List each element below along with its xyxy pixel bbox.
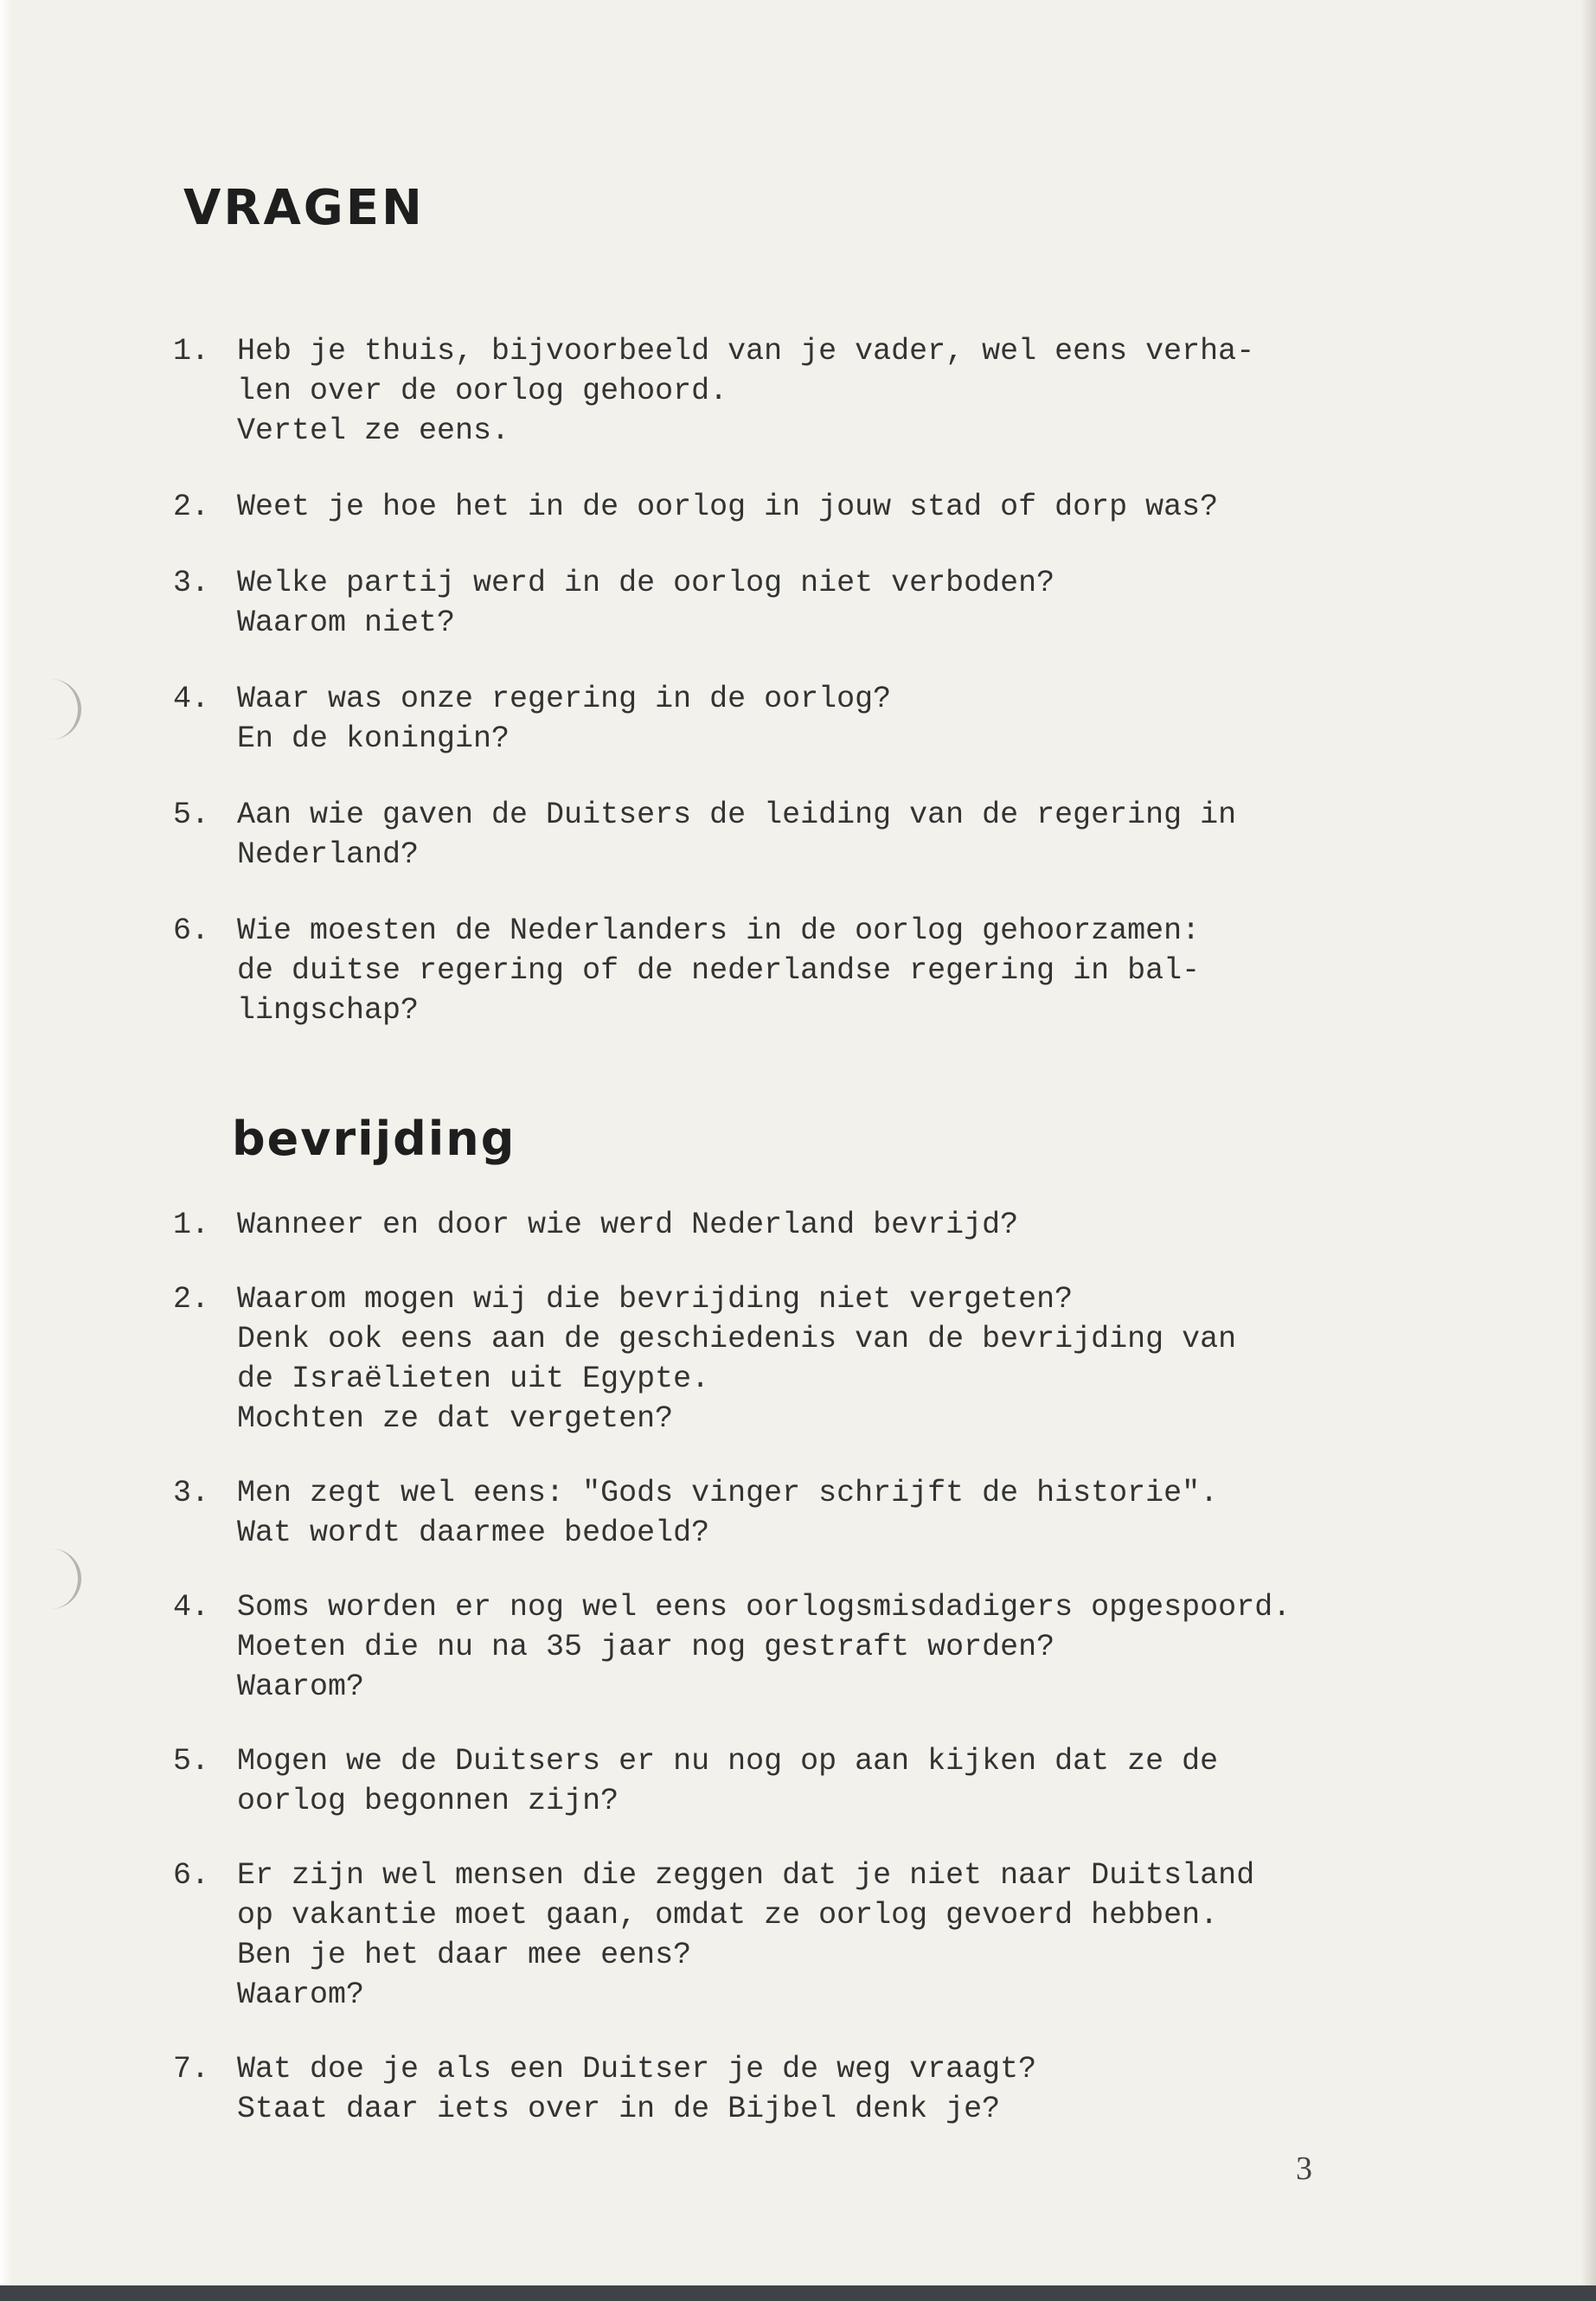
question-line: Waarom mogen wij die bevrijding niet vergeten? [237,1282,1074,1317]
question-line: op vakantie moet gaan, omdat ze oorlog gevoerd hebben. [237,1898,1219,1932]
question-number: 5. [173,1744,210,1779]
question-text [237,795,1236,875]
question-line: len over de oorlog gehoord. [237,374,728,408]
question-line: oorlog begonnen zijn? [237,1784,619,1818]
question-item [173,1856,1291,2015]
question-number: 1. [173,1208,210,1242]
question-number: 4. [173,682,210,716]
question-text [237,2049,1036,2129]
question-item [173,563,1254,643]
question-text [237,1587,1291,1707]
question-line: Waar was onze regering in de oorlog? [237,682,892,716]
question-item [173,911,1254,1030]
punch-hole-bottom [45,1548,81,1609]
page-left-edge [0,0,12,2301]
punch-hole-top [45,679,81,740]
question-text [237,1856,1254,2015]
question-line: Denk ook eens aan de geschiedenis van de bevrijding van [237,1322,1237,1356]
question-item [173,1587,1291,1707]
question-line: Ben je het daar mee eens? [237,1938,692,1972]
question-line: Wanneer en door wie werd Nederland bevrijd? [237,1208,1019,1242]
vragen-question-list [173,331,1254,1030]
question-number: 3. [173,1476,210,1510]
question-text [237,563,1054,643]
question-line: lingschap? [237,993,420,1028]
question-line: En de koningin? [237,721,510,756]
question-item [173,1205,1291,1245]
page-right-edge [1580,0,1596,2301]
question-item [173,795,1254,875]
question-line: Heb je thuis, bijvoorbeeld van je vader, wel eens verha- [237,334,1255,369]
question-item [173,1741,1291,1821]
question-line: Staat daar iets over in de Bijbel denk je? [237,2092,1001,2126]
page-number: 3 [1296,2150,1312,2187]
question-number: 4. [173,1590,210,1625]
question-line: Wie moesten de Nederlanders in de oorlog gehoorzamen: [237,913,1201,948]
question-line: Mochten ze dat vergeten? [237,1401,674,1436]
question-line: Waarom niet? [237,606,456,640]
question-line: Vertel ze eens. [237,413,510,448]
question-number: 6. [173,913,210,948]
question-number: 3. [173,566,210,600]
question-line: Men zegt wel eens: "Gods vinger schrijft de historie". [237,1476,1219,1510]
question-text [237,1279,1236,1439]
question-line: Wat wordt daarmee bedoeld? [237,1516,710,1550]
question-line: Moeten die nu na 35 jaar nog gestraft worden? [237,1630,1055,1664]
question-number: 2. [173,490,210,524]
section-heading-bevrijding: bevrijding [232,1112,516,1166]
question-line: Waarom? [237,1977,365,2012]
question-line: Waarom? [237,1670,365,1704]
question-text [237,487,1218,527]
question-line: Wat doe je als een Duitser je de weg vraagt? [237,2052,1037,2086]
bevrijding-question-list [173,1205,1291,2129]
question-text [237,1741,1218,1821]
question-number: 5. [173,798,210,832]
question-text [237,331,1254,451]
question-text [237,1205,1018,1245]
question-item [173,679,1254,759]
question-item [173,331,1254,451]
question-text [237,679,891,759]
question-line: Mogen we de Duitsers er nu nog op aan kijken dat ze de [237,1744,1219,1779]
question-number: 6. [173,1858,210,1893]
page-bottom-band [0,2285,1596,2301]
question-number: 2. [173,1282,210,1317]
question-text [237,1473,1218,1553]
question-line: Soms worden er nog wel eens oorlogsmisdadigers opgespoord. [237,1590,1292,1625]
question-item [173,1279,1291,1439]
question-line: Aan wie gaven de Duitsers de leiding van de regering in [237,798,1237,832]
question-number: 1. [173,334,210,369]
question-line: Welke partij werd in de oorlog niet verboden? [237,566,1055,600]
question-line: Weet je hoe het in de oorlog in jouw stad of dorp was? [237,490,1219,524]
question-line: Er zijn wel mensen die zeggen dat je niet naar Duitsland [237,1858,1255,1893]
question-text [237,911,1200,1030]
section-heading-vragen: VRAGEN [183,180,425,236]
question-line: de Israëlieten uit Egypte. [237,1362,710,1396]
question-line: Nederland? [237,837,420,872]
question-line: de duitse regering of de nederlandse regering in bal- [237,953,1201,988]
question-item [173,1473,1291,1553]
question-number: 7. [173,2052,210,2086]
question-item [173,2049,1291,2129]
question-item [173,487,1254,527]
